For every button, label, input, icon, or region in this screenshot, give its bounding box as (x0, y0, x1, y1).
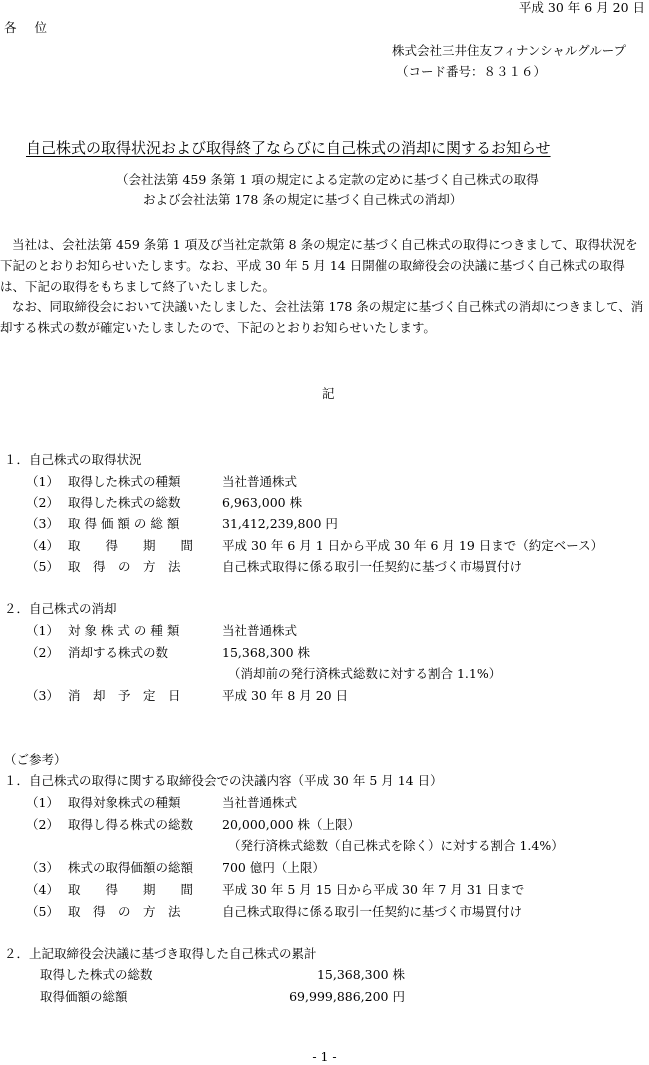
reference-item-value: 700 億円（上限） (222, 860, 325, 875)
section1-item-num: （1） (26, 474, 59, 489)
section2-item-label: 対 象 株 式 の 種 類 (68, 623, 180, 638)
reference-heading: （ご参考） (4, 752, 67, 767)
section1-item-value: 平成 30 年 6 月 1 日から平成 30 年 6 月 19 日まで（約定ベース） (222, 538, 604, 553)
reference-item-num: （4） (26, 882, 59, 897)
section1-item-value: 6,963,000 株 (222, 495, 303, 510)
summary-label: 取得した株式の総数 (40, 967, 153, 982)
reference-item-value: 自己株式取得に係る取引一任契約に基づく市場買付け (222, 904, 523, 919)
section1-item-label: 取得した株式の総数 (68, 495, 181, 510)
section2-item-label: 消 却 予 定 日 (68, 688, 181, 703)
section1-item-value: 31,412,239,800 円 (222, 516, 338, 531)
summary-value: 15,368,300 株 (316, 967, 405, 982)
section2-item-num: （3） (26, 688, 59, 703)
ki-marker: 記 (322, 386, 335, 401)
reference-item-label: 取得対象株式の種類 (68, 795, 181, 810)
section1-item-label: 取 得 期 間 (68, 538, 194, 553)
section1-item-num: （5） (26, 559, 59, 574)
section2-item-label: 消却する株式の数 (68, 645, 169, 660)
section2-item-num: （2） (26, 645, 59, 660)
section1-item-num: （3） (26, 516, 59, 531)
section1-heading: １．自己株式の取得状況 (4, 452, 142, 467)
reference-sub2-heading: ２．上記取締役会決議に基づき取得した自己株式の累計 (4, 946, 317, 961)
reference-item-label: 取 得 期 間 (68, 882, 194, 897)
document-title: 自己株式の取得状況および取得終了ならびに自己株式の消却に関するお知らせ (26, 139, 551, 157)
reference-item-num: （5） (26, 904, 59, 919)
section1-item-label: 取 得 の 方 法 (68, 559, 181, 574)
securities-code: （コード番号：８３１６） (396, 64, 547, 79)
reference-item-num: （2） (26, 817, 59, 832)
section2-item-num: （1） (26, 623, 59, 638)
reference-item-label: 取 得 の 方 法 (68, 904, 181, 919)
section1-item-value: 自己株式取得に係る取引一任契約に基づく市場買付け (222, 559, 523, 574)
addressee: 各位 (4, 20, 66, 35)
section1-item-num: （2） (26, 495, 59, 510)
section2-heading: ２．自己株式の消却 (4, 601, 117, 616)
reference-item-value: 20,000,000 株（上限） (222, 817, 361, 832)
section1-item-label: 取得した株式の種類 (68, 474, 181, 489)
page-number: - 1 - (312, 1049, 337, 1064)
section2-item-value: 15,368,300 株 (222, 645, 311, 660)
subtitle-line-1: （会社法第 459 条第 1 項の規定による定款の定めに基づく自己株式の取得 (116, 172, 539, 187)
section1-item-value: 当社普通株式 (222, 474, 298, 489)
subtitle-line-2: および会社法第 178 条の規定に基づく自己株式の消却） (143, 192, 463, 207)
cancellation-paragraph: なお、同取締役会において決議いたしました、会社法第 178 条の規定に基づく自己株式の消却につきまして、消却する株式の数が確定いたしましたので、下記のとおりお知らせいたします。 (0, 299, 644, 335)
reference-item-value: 平成 30 年 5 月 15 日から平成 30 年 7 月 31 日まで (222, 882, 525, 897)
reference-item-label: 取得し得る株式の総数 (68, 817, 194, 832)
section2-item-value: 当社普通株式 (222, 623, 298, 638)
release-date: 平成 30 年 6 月 20 日 (518, 0, 645, 15)
reference-item-value: 当社普通株式 (222, 795, 298, 810)
company-name: 株式会社三井住友フィナンシャルグループ (392, 43, 627, 58)
intro-paragraph: 当社は、会社法第 459 条第 1 項及び当社定款第 8 条の規定に基づく自己株式の取得につきまして、取得状況を下記のとおりお知らせいたします。なお、平成 30 年 5 月 14 日開催の取締役会の決議に基づく自己株式の取得は、下記の取得をもちまして終了いたしました。 (0, 237, 638, 294)
summary-label: 取得価額の総額 (40, 989, 128, 1004)
reference-item-label: 株式の取得価額の総額 (68, 860, 194, 875)
section1-item-label: 取 得 価 額 の 総 額 (68, 516, 180, 531)
reference-item-num: （3） (26, 860, 59, 875)
section1-item-num: （4） (26, 538, 59, 553)
summary-value: 69,999,886,200 円 (289, 989, 405, 1004)
section2-item-value: 平成 30 年 8 月 20 日 (222, 688, 349, 703)
section2-ratio-note: （消却前の発行済株式総数に対する割合 1.1%） (228, 666, 502, 681)
reference-sub1-heading: １．自己株式の取得に関する取締役会での決議内容（平成 30 年 5 月 14 日） (4, 773, 443, 788)
reference-ratio-note: （発行済株式総数（自己株式を除く）に対する割合 1.4%） (228, 838, 564, 853)
reference-item-num: （1） (26, 795, 59, 810)
